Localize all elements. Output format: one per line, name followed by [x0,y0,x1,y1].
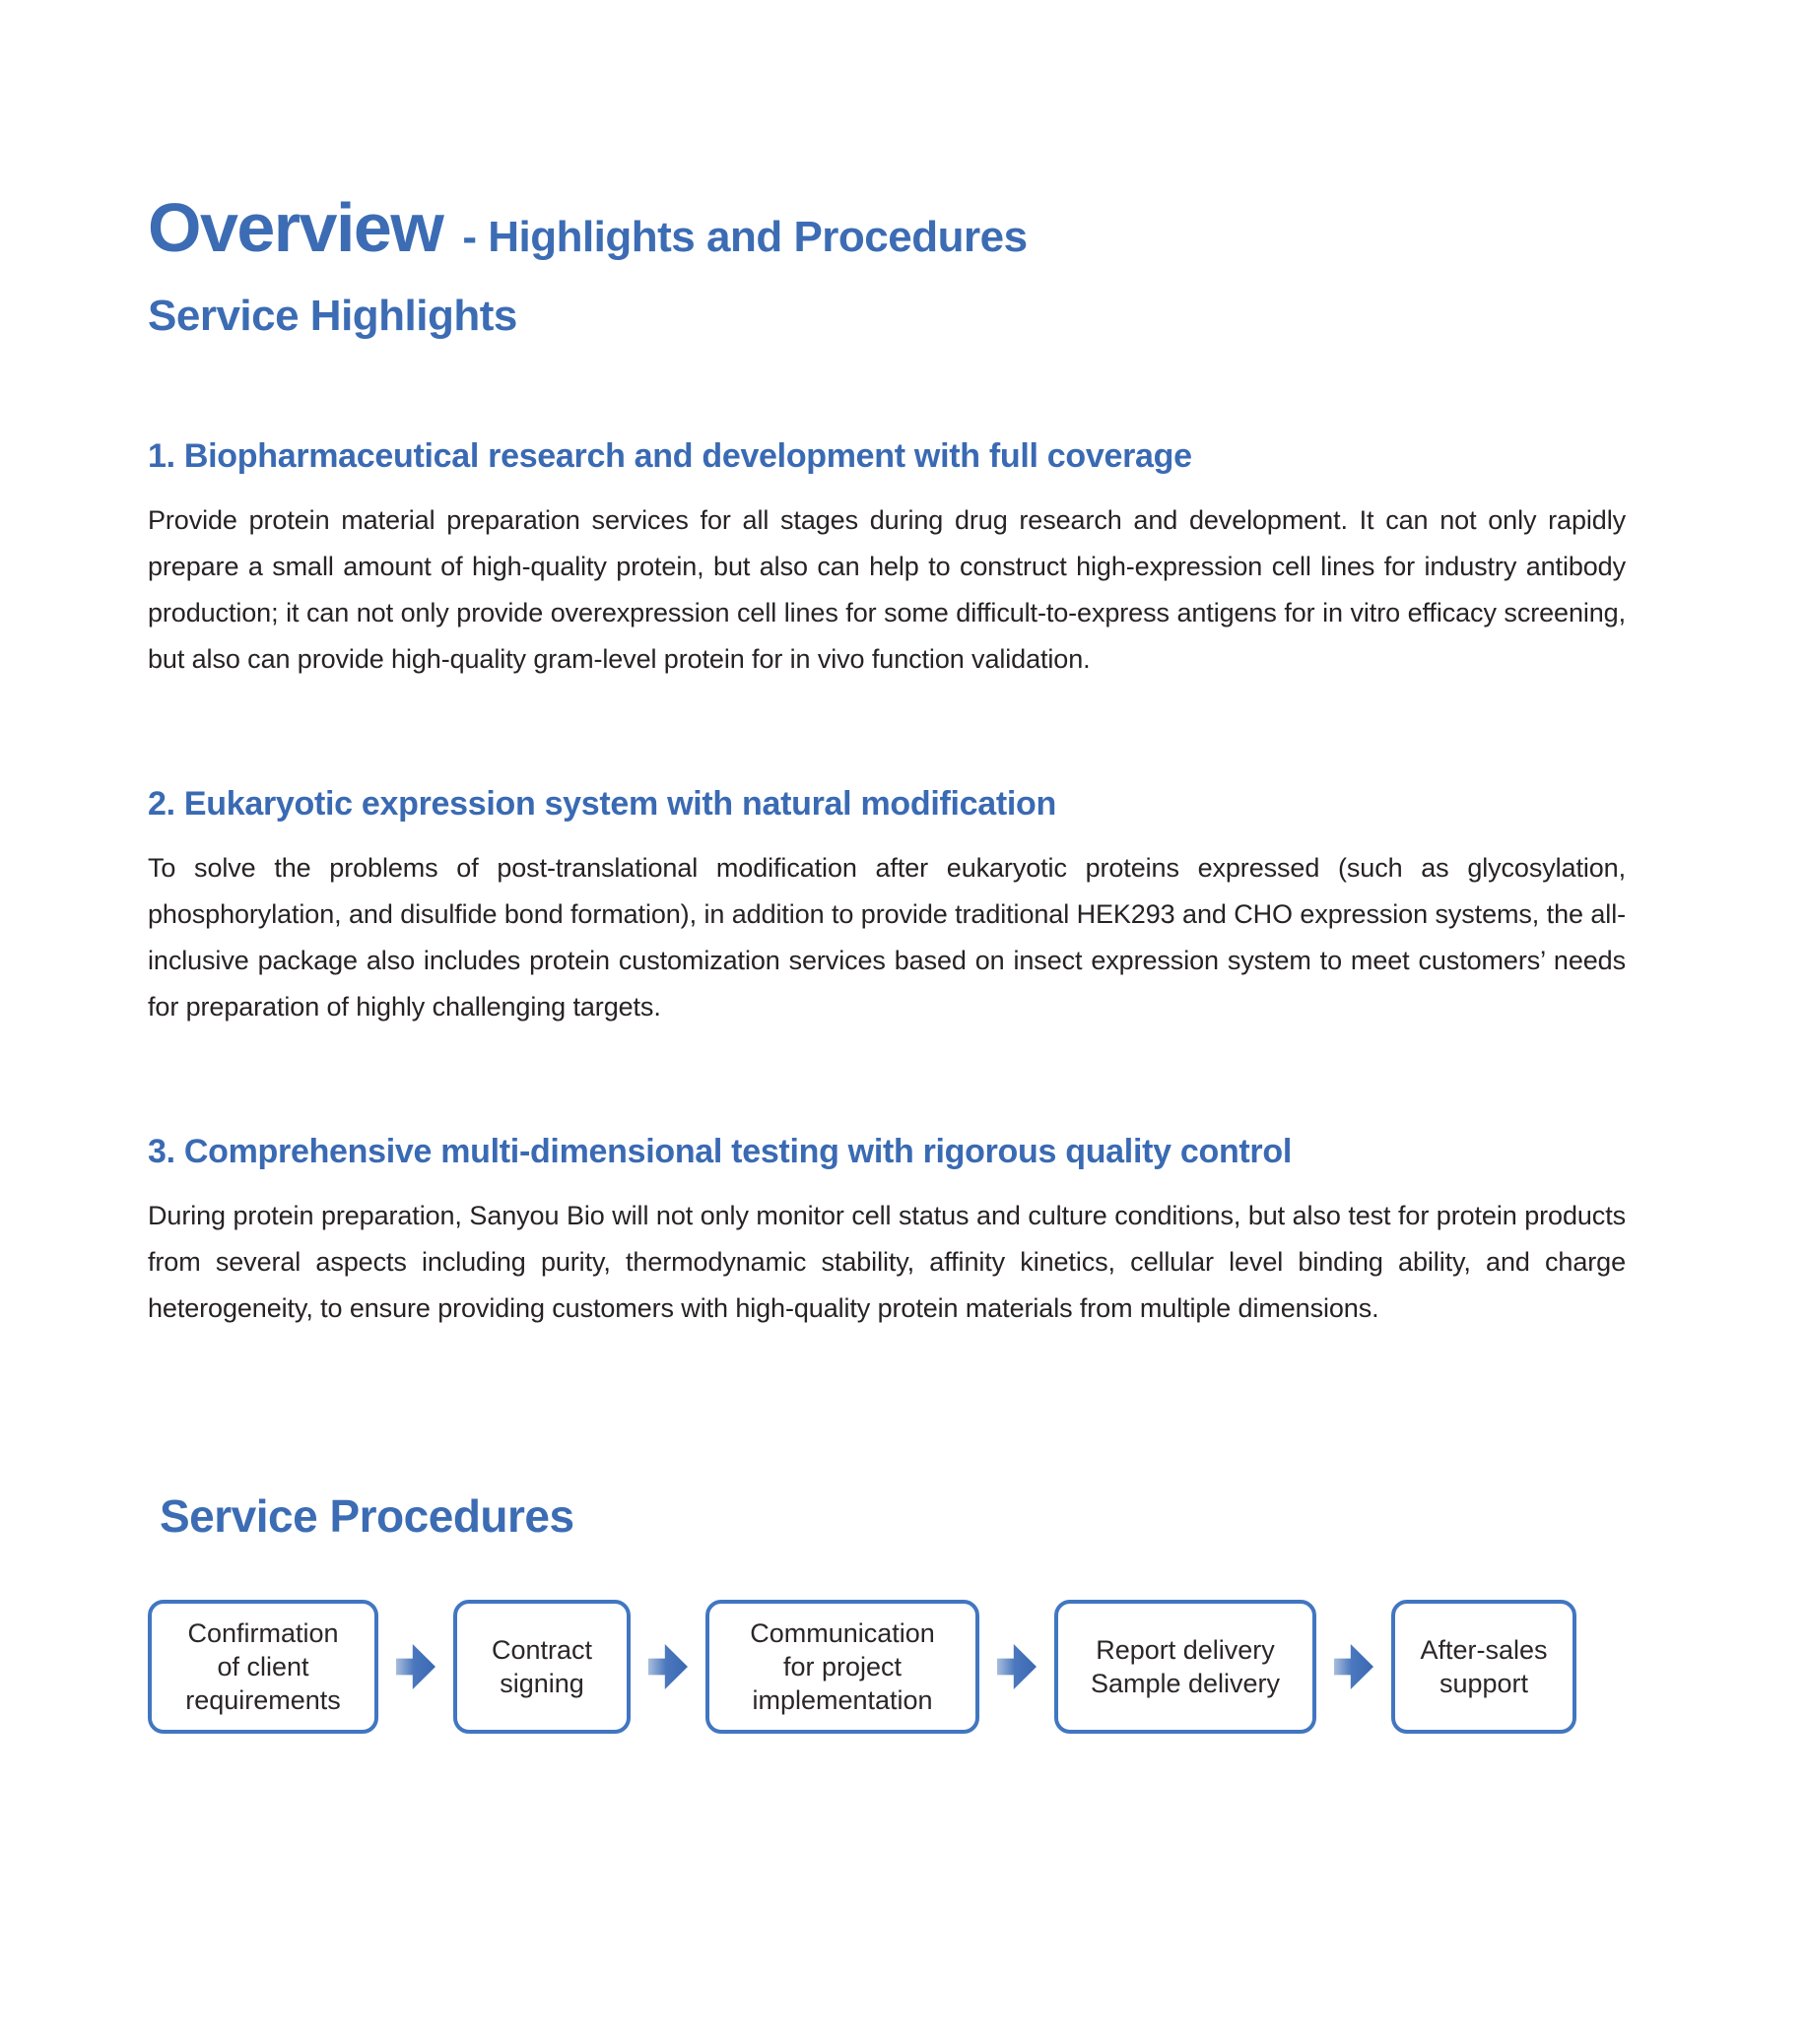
step-label-line: Confirmation [187,1618,339,1648]
highlight-paragraph: To solve the problems of post-translational modification after eukaryotic proteins expressed (such as glycosylation, phosphorylation, and disulfide bond formation), in addition to provide traditional HEK293 and CHO expression systems, the all-inclusive package also includes protein customization services based on insect expression system to meet customers’ needs for preparation of highly challenging targets. [148,853,1626,1022]
step-label-line: Contract [491,1635,593,1665]
highlight-section [148,437,1626,683]
highlight-paragraph: Provide protein material preparation services for all stages during drug research and development. It can not only rapidly prepare a small amount of high-quality protein, but also can help to construct high-expression cell lines for industry antibody production; it can not only provide overexpression cell lines for some difficult-to-express antigens for in vitro efficacy screening, but also can provide high-quality gram-level protein for in vivo function validation. [148,505,1626,674]
highlight-heading: 2. Eukaryotic expression system with natural modification [148,785,1056,823]
flow-step-box [1391,1600,1576,1734]
arrow-right-icon [997,1639,1037,1694]
page-title: Overview [148,189,443,266]
step-label-line: Sample delivery [1090,1669,1281,1698]
step-label-line: signing [500,1669,584,1698]
step-label-line: support [1439,1669,1529,1698]
service-procedures-heading: Service Procedures [160,1490,574,1542]
flow-step-box [148,1600,378,1734]
step-label-line: After-sales [1420,1635,1548,1665]
step-label-line: Report delivery [1096,1635,1275,1665]
step-label-line: of client [217,1652,309,1681]
page-title-row [148,189,1626,266]
flow-step-box [453,1600,631,1734]
service-highlights-heading: Service Highlights [148,292,517,340]
highlight-section [148,1133,1626,1332]
arrow-right-icon [1334,1639,1373,1694]
service-highlights-list [148,437,1626,1332]
step-label-line: requirements [185,1685,341,1715]
flow-step-box [705,1600,979,1734]
page-subtitle: - Highlights and Procedures [462,213,1028,261]
step-label-line: for project [782,1652,903,1681]
flow-step-box [1054,1600,1316,1734]
arrow-right-icon [396,1639,435,1694]
step-label-line: Communication [750,1618,935,1648]
service-procedures-flowchart [148,1600,1626,1734]
step-label-line: implementation [752,1685,933,1715]
highlight-section [148,785,1626,1030]
highlight-heading: 3. Comprehensive multi-dimensional testing with rigorous quality control [148,1133,1292,1170]
arrow-right-icon [648,1639,688,1694]
highlight-paragraph: During protein preparation, Sanyou Bio will not only monitor cell status and culture conditions, but also test for protein products from several aspects including purity, thermodynamic stability, affinity kinetics, cellular level binding ability, and charge heterogeneity, to ensure providing customers with high-quality protein materials from multiple dimensions. [148,1201,1626,1323]
highlight-heading: 1. Biopharmaceutical research and development with full coverage [148,437,1192,475]
